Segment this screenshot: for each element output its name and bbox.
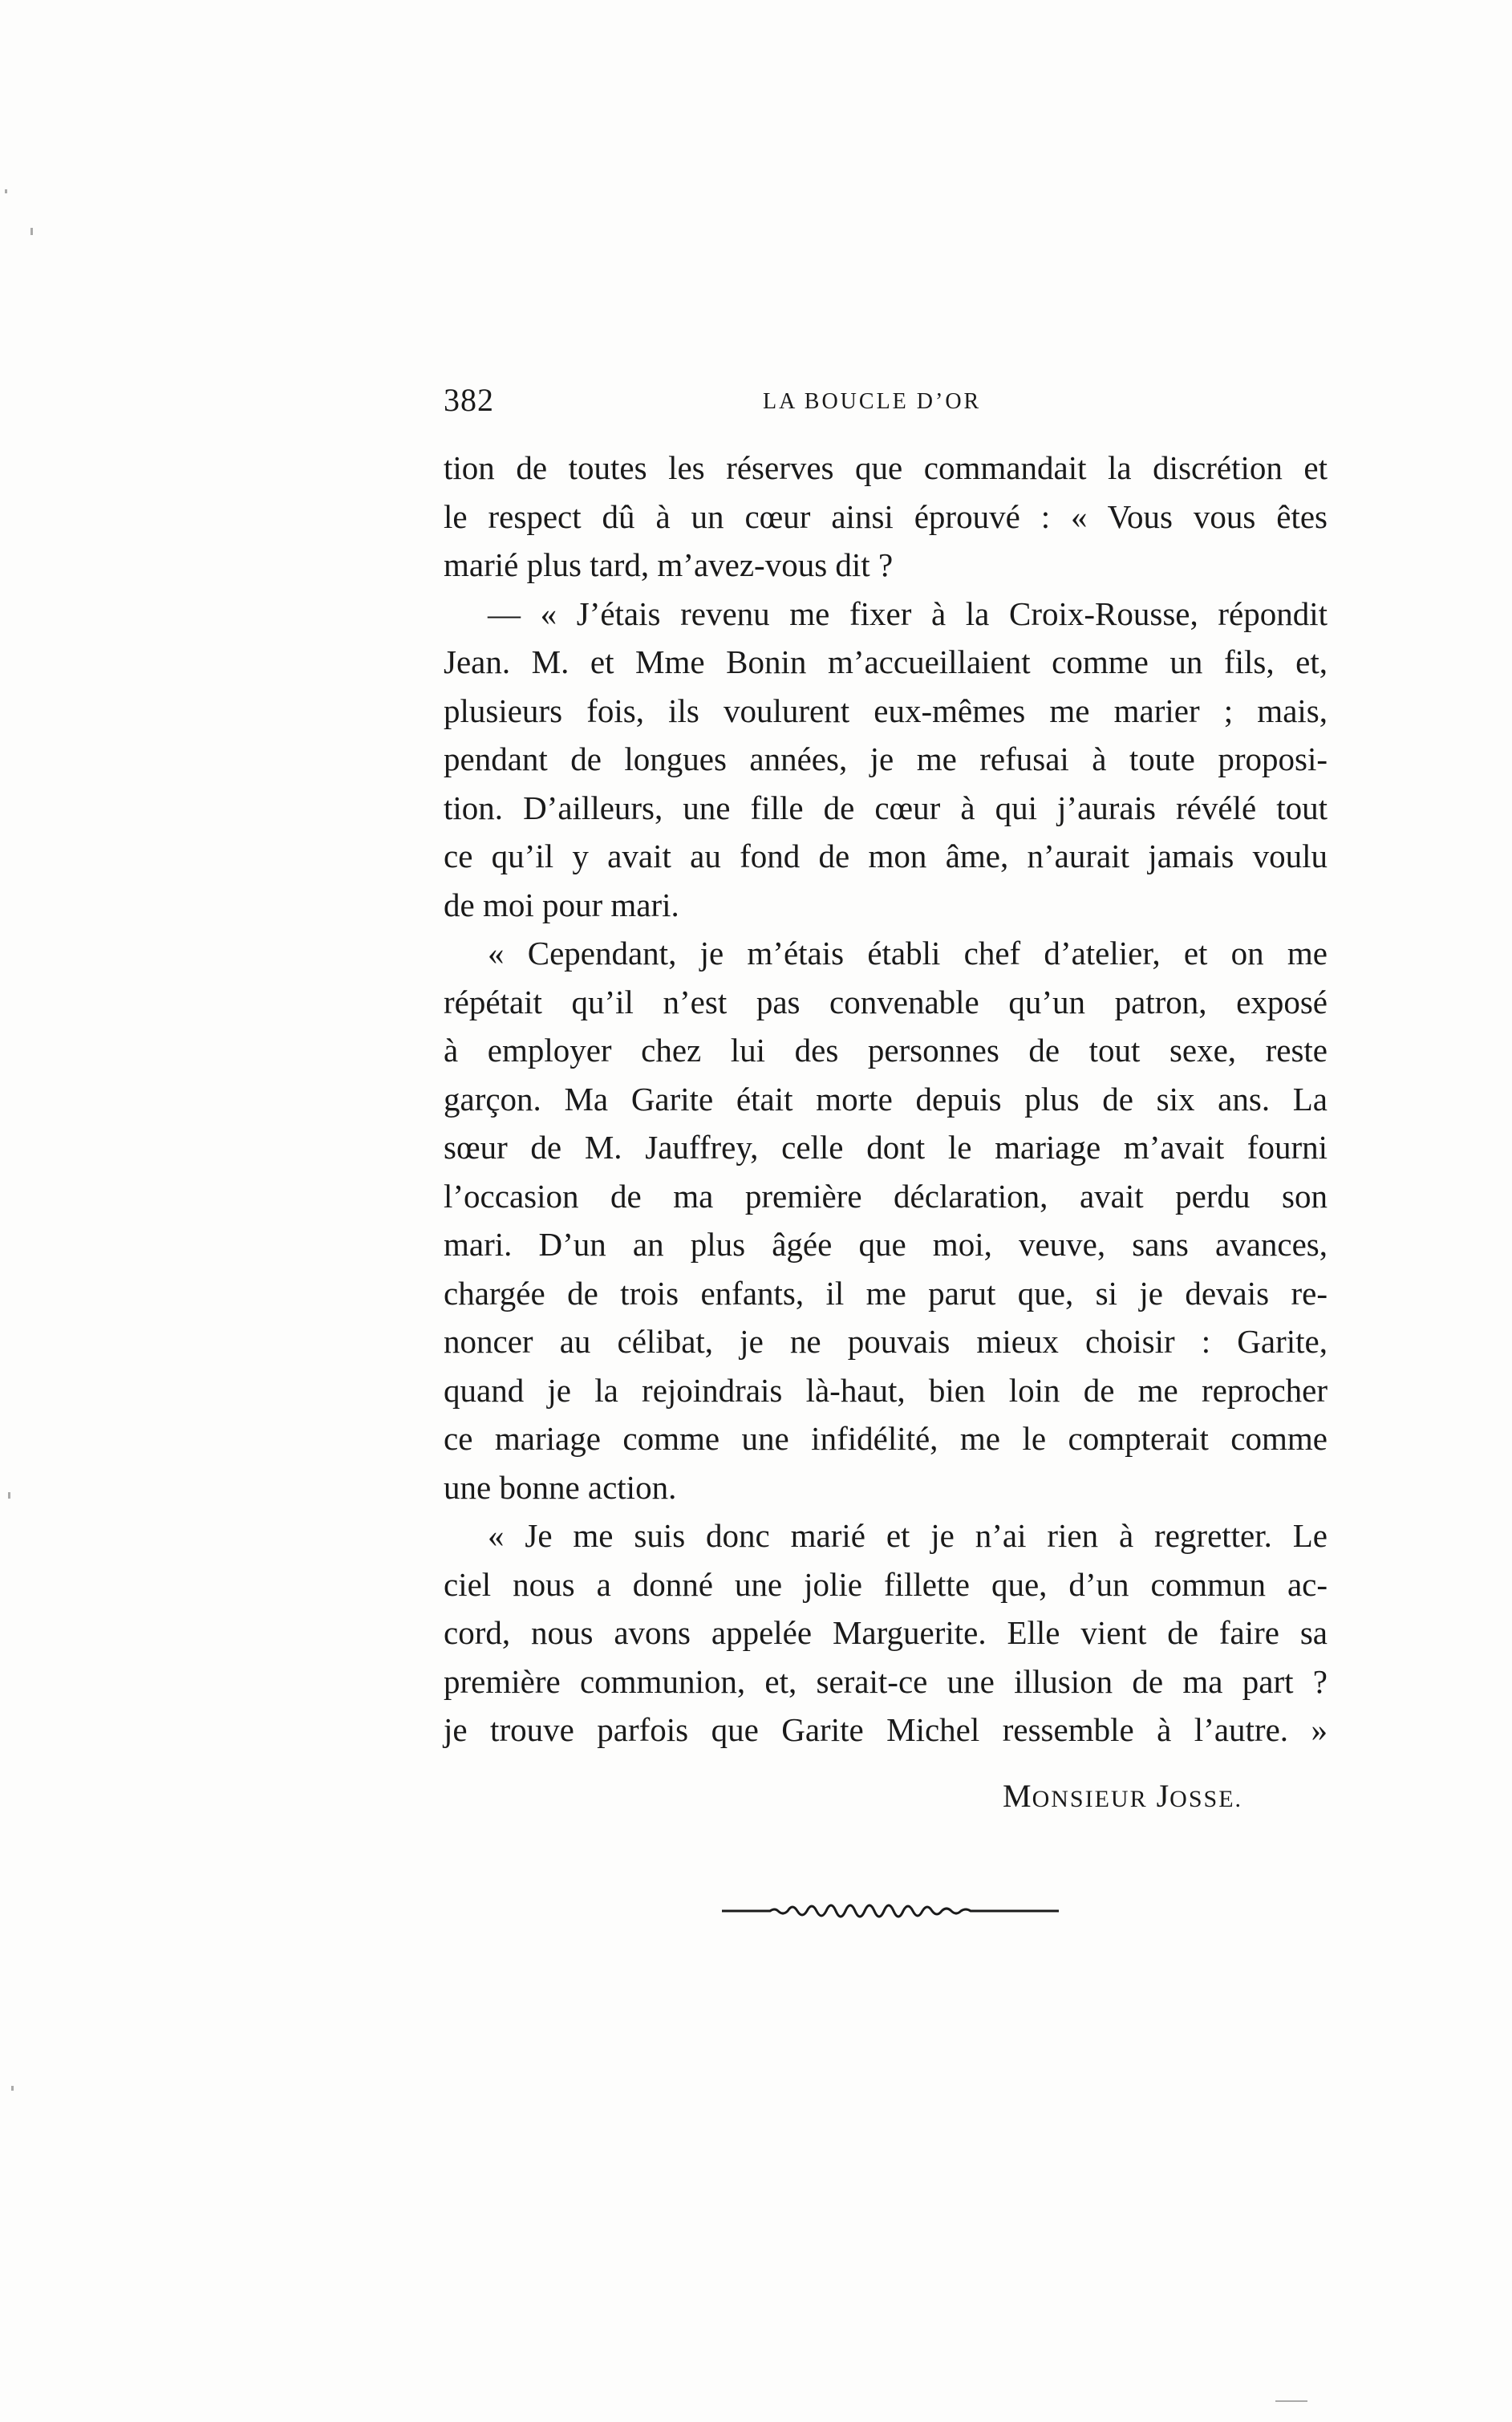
text-line: ciel nous a donné une jolie fillette que, d’un commun ac-	[444, 1565, 1328, 1603]
scan-speck	[30, 228, 33, 235]
text-line: je trouve parfois que Garite Michel ressemble à l’autre. »	[444, 1711, 1328, 1748]
body-text	[444, 444, 1328, 1755]
text-line: à employer chez lui des personnes de tout sexe, reste	[444, 1032, 1328, 1069]
signature-initial: J	[1156, 1778, 1170, 1814]
ornament-line	[722, 1905, 1059, 1917]
text-line: mari. D’un an plus âgée que moi, veuve, sans avances,	[444, 1226, 1328, 1263]
signature-initial: M	[1003, 1778, 1032, 1814]
text-line: ce qu’il y avait au fond de mon âme, n’aurait jamais voulu	[444, 838, 1328, 874]
running-title: LA BOUCLE D’OR	[763, 389, 982, 414]
signature-smallcaps: ONSIEUR	[1032, 1786, 1148, 1812]
text-line: répétait qu’il n’est pas convenable qu’un patron, exposé	[444, 983, 1328, 1020]
scan-speck	[5, 189, 7, 193]
text-line: cord, nous avons appelée Marguerite. Elle vient de faire sa	[444, 1614, 1328, 1651]
text-line: de moi pour mari.	[444, 886, 679, 923]
text-line: chargée de trois enfants, il me parut que, si je devais re-	[444, 1274, 1328, 1312]
text-line: « Je me suis donc marié et je n’ai rien à regretter. Le	[488, 1517, 1328, 1554]
text-line: pendant de longues années, je me refusai à toute proposi-	[444, 740, 1328, 777]
page-header	[444, 381, 1354, 437]
text-line: l’occasion de ma première déclaration, avait perdu son	[444, 1177, 1328, 1215]
wavy-rule-ornament	[722, 1895, 1059, 1927]
signature	[1003, 1777, 1242, 1815]
text-line: garçon. Ma Garite était morte depuis plus de six ans. La	[444, 1080, 1328, 1118]
signature-smallcaps: OSSE.	[1169, 1786, 1243, 1812]
text-line: quand je la rejoindrais là-haut, bien loin de me reprocher	[444, 1371, 1328, 1409]
text-line: tion. D’ailleurs, une fille de cœur à qui j’aurais révélé tout	[444, 789, 1328, 826]
text-line: Jean. M. et Mme Bonin m’accueillaient comme un fils, et,	[444, 643, 1328, 680]
text-line: ce mariage comme une infidélité, me le compterait comme	[444, 1420, 1328, 1457]
text-line: sœur de M. Jauffrey, celle dont le mariage m’avait fourni	[444, 1129, 1328, 1166]
text-line: « Cependant, je m’étais établi chef d’atelier, et on me	[488, 935, 1328, 972]
scan-speck	[1275, 2400, 1307, 2402]
text-line: noncer au célibat, je ne pouvais mieux choisir : Garite,	[444, 1323, 1328, 1360]
text-line: plusieurs fois, ils voulurent eux-mêmes me marier ; mais,	[444, 692, 1328, 729]
scan-speck	[11, 2086, 14, 2091]
text-line: tion de toutes les réserves que commandait la discrétion et	[444, 449, 1328, 486]
text-line: le respect dû à un cœur ainsi éprouvé : « Vous vous êtes	[444, 497, 1328, 535]
page-number: 382	[444, 382, 494, 418]
scan-speck	[8, 1492, 10, 1499]
text-line: — « J’étais revenu me fixer à la Croix-Rousse, répondit	[488, 594, 1328, 632]
text-line: une bonne action.	[444, 1468, 677, 1506]
text-line: marié plus tard, m’avez-vous dit ?	[444, 546, 894, 583]
text-line: première communion, et, serait-ce une illusion de ma part ?	[444, 1662, 1328, 1700]
